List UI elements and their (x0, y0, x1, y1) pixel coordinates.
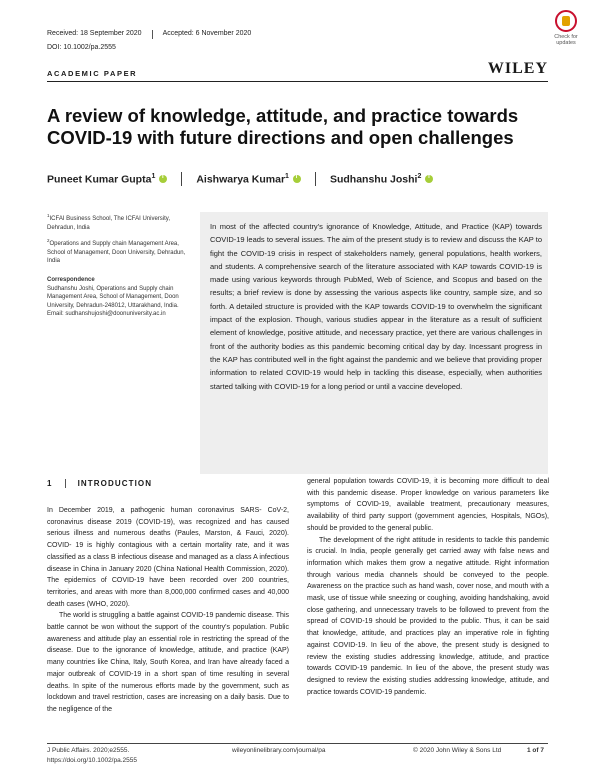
paragraph: In December 2019, a pathogenic human coronavirus SARS- CoV-2, coronavirus disease 2019 (COVID-19), was recognized and has caused serious illness and numerous deaths (Paules, Marston, & Fauci, 2020). COVID- 19 is highly contagious with a certain mortality rate, and it was classified as a class B infectious disease and managed as a class A infectious disease in China in January 2020 (China National Health Commission, 2020). The epidemics of COVID-19 have been recorded over 200 countries, territories, and areas with more than 8,000,000 confirmed cases and 40,000 death cases (WHO, 2020). (47, 507, 289, 608)
affiliation-number: 1 (47, 213, 50, 218)
footer-divider (47, 743, 548, 744)
crossmark-icon (555, 10, 577, 32)
section-number: 1 (47, 479, 53, 488)
article-title: A review of knowledge, attitude, and practice towards COVID-19 with future directions and open challenges (47, 105, 519, 148)
journal-site[interactable]: wileyonlinelibrary.com/journal/pa (232, 747, 326, 754)
divider (181, 172, 182, 186)
affiliation-1 (47, 212, 197, 232)
author-3[interactable] (330, 173, 421, 186)
divider (152, 30, 153, 39)
author-affiliation: 2 (417, 172, 422, 180)
affiliation-2 (47, 237, 197, 266)
orcid-icon[interactable] (293, 175, 301, 183)
received-date: Received: 18 September 2020 (47, 30, 142, 37)
doi: DOI: 10.1002/pa.2555 (47, 44, 116, 51)
divider (65, 479, 66, 488)
author-list (47, 172, 433, 186)
divider (315, 172, 316, 186)
crossmark-badge[interactable] (542, 10, 590, 52)
doi-link[interactable]: https://doi.org/10.1002/pa.2555 (47, 757, 137, 764)
article-category: ACADEMIC PAPER (47, 69, 138, 78)
copyright: © 2020 John Wiley & Sons Ltd (413, 747, 502, 754)
correspondence-text: Sudhanshu Joshi, Operations and Supply chain Management Area, School of Management, Doon University, Dehradun-248012, Uttarakhand, India. (47, 285, 179, 309)
author-1[interactable] (47, 173, 155, 186)
section-title: INTRODUCTION (77, 479, 153, 488)
orcid-icon[interactable] (159, 175, 167, 183)
affiliation-text: ICFAI Business School, The ICFAI University, Dehradun, India (47, 216, 171, 231)
body-column-left (47, 505, 289, 716)
correspondence-title: Correspondence (47, 277, 95, 283)
page-number: 1 of 7 (527, 747, 544, 754)
abstract: In most of the affected country's ignorance of Knowledge, Attitude, and Practice (KAP) towards COVID-19 leads to several issues. The aim of the present study is to review and discuss the KAP to fight the COVID-19 crisis in respect of stakeholders namely, general populations, health workers, and students. A comprehensive search of the literature associated with KAP towards COVID-19 is made using various keywords through PubMed, Web of Science, and Scopus and based on the results; a brief review is done by assessing the various aspects like country, sample size, and so forth. A detailed structure is provided with the KAP towards COVID-19 to overwhelm the significant impact of the explosion. Though, various studies appear in the literature as a result of sufficient element of knowledge, positive attitude, and necessary practice, yet there are various challenges in front of the authority bodies as this pandemic becoming critical day by day. Incessant progress in the KAP has contributed well in the fight against the pandemic and we believe that providing proper information to related COVID-19 would help in tackling this disease, especially, when authorities started talking with COVID-19 for a long period or until a vaccine developed. (210, 222, 542, 391)
paragraph: general population towards COVID-19, it is becoming more difficult to deal with this pandemic disease. Proper knowledge on various parameters like symptoms of COVID-19, available treatment, precautionary measures, availability of third party support (government agencies, Hospitals, NGOs), should be provided to the general public. (307, 478, 549, 532)
section-heading (47, 479, 152, 488)
body-column-right (307, 476, 549, 698)
header-divider (47, 81, 548, 82)
author-name: Aishwarya Kumar (196, 173, 286, 186)
article-dates (47, 30, 251, 39)
orcid-icon[interactable] (425, 175, 433, 183)
paragraph: The development of the right attitude in residents to tackle this pandemic is crucial. In India, people generally get carried away with false news and information which makes them grow a negative attitude. Right information through various media channels should be conveyed to the people. Awareness on the practice such as hand wash, cover nose, and mouth with a mask, use of tissue while sneezing or coughing, avoiding handshaking, avoid close gathering, and unnecessary travels to be followed to prevent from the spread of COVID-19 should be provided to the public. Thus, it can be said that knowledge, attitude, and practices play an imperative role in fighting against COVID-19. In lieu of the above, the present study is designed to review the existing studies addressing knowledge, attitude, and practice towards COVID-19 pandemic. In lieu of the above, the present study was designed to review the existing studies addressing knowledge, attitude, and practice towards COVID-19 pandemic. (307, 536, 549, 696)
affiliation-text: Operations and Supply chain Management Area, School of Management, Doon University, Dehradun, India (47, 241, 186, 264)
correspondence-email[interactable]: Email: sudhanshujoshi@doonuniversity.ac.in (47, 311, 166, 317)
accepted-date: Accepted: 6 November 2020 (162, 30, 252, 37)
affiliation-number: 2 (47, 238, 50, 243)
crossmark-label-2: updates (556, 40, 576, 46)
author-affiliation: 1 (285, 172, 289, 180)
correspondence (47, 276, 197, 319)
author-affiliation: 1 (151, 172, 156, 180)
paragraph: The world is struggling a battle against COVID-19 pandemic disease. This battle cannot be won without the support of the country's population. Public awareness and attitude play an essential role in restricting the spread of the disease. Due to the ignorance of knowledge, attitude, and practice (KAP) many countries like China, Italy, South Korea, and Iran have already faced a major outbreak of COVID-19 in a short span of time resulting in several deaths. In spite of the numerous efforts made by the government, such as lockdown and travel restriction, cases are increasing on a daily basis. Due to the negligence of the (47, 612, 289, 713)
author-name: Puneet Kumar Gupta (47, 173, 152, 186)
author-name: Sudhanshu Joshi (329, 173, 418, 186)
crossmark-label-1: Check for (554, 34, 578, 40)
journal-citation: J Public Affairs. 2020;e2555. (47, 747, 130, 754)
footer-journal (47, 746, 137, 766)
publisher-logo: WILEY (487, 60, 548, 77)
author-2[interactable] (196, 173, 289, 186)
